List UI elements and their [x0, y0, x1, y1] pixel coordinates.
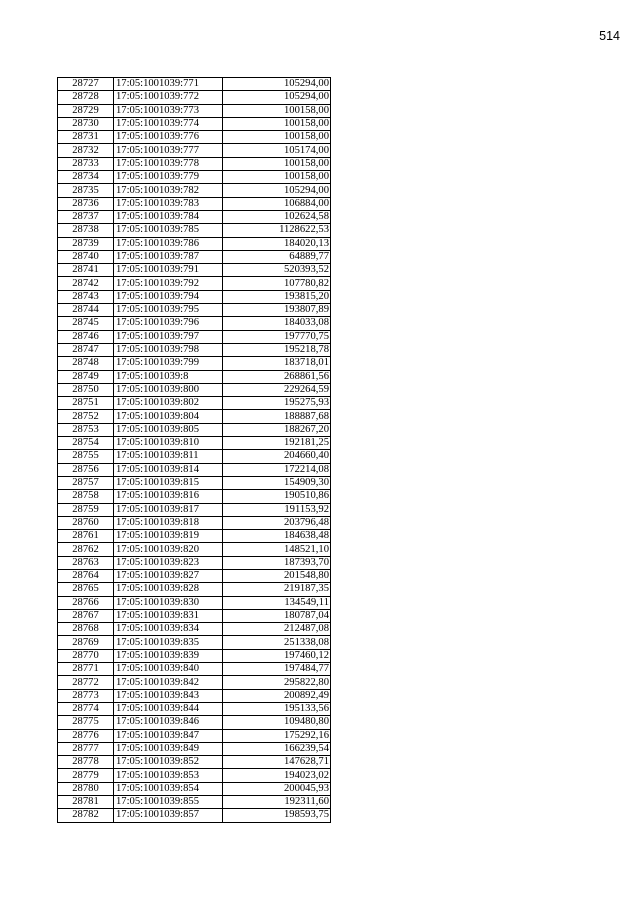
table-row	[58, 330, 331, 343]
cadastral-number-cell: 17:05:1001039:773	[114, 104, 223, 117]
value-cell: 195275,93	[223, 397, 331, 410]
table-row	[58, 264, 331, 277]
value-cell: 229264,59	[223, 383, 331, 396]
row-number-cell: 28756	[58, 463, 114, 476]
table-row	[58, 157, 331, 170]
cadastral-number-cell: 17:05:1001039:799	[114, 357, 223, 370]
value-cell: 175292,16	[223, 729, 331, 742]
row-number-cell: 28769	[58, 636, 114, 649]
value-cell: 183718,01	[223, 357, 331, 370]
row-number-cell: 28751	[58, 397, 114, 410]
row-number-cell: 28781	[58, 796, 114, 809]
table-row	[58, 756, 331, 769]
value-cell: 172214,08	[223, 463, 331, 476]
table-row	[58, 104, 331, 117]
table-row	[58, 782, 331, 795]
table-row	[58, 117, 331, 130]
value-cell: 107780,82	[223, 277, 331, 290]
table-row	[58, 663, 331, 676]
table-row	[58, 383, 331, 396]
row-number-cell: 28745	[58, 317, 114, 330]
value-cell: 184033,08	[223, 317, 331, 330]
value-cell: 148521,10	[223, 543, 331, 556]
value-cell: 251338,08	[223, 636, 331, 649]
cadastral-number-cell: 17:05:1001039:854	[114, 782, 223, 795]
row-number-cell: 28764	[58, 569, 114, 582]
table-row	[58, 569, 331, 582]
row-number-cell: 28738	[58, 224, 114, 237]
value-cell: 106884,00	[223, 197, 331, 210]
row-number-cell: 28749	[58, 370, 114, 383]
cadastral-number-cell: 17:05:1001039:828	[114, 583, 223, 596]
row-number-cell: 28732	[58, 144, 114, 157]
value-cell: 184638,48	[223, 530, 331, 543]
cadastral-number-cell: 17:05:1001039:802	[114, 397, 223, 410]
cadastral-number-cell: 17:05:1001039:835	[114, 636, 223, 649]
value-cell: 198593,75	[223, 809, 331, 822]
value-cell: 105294,00	[223, 91, 331, 104]
cadastral-number-cell: 17:05:1001039:785	[114, 224, 223, 237]
value-cell: 100158,00	[223, 131, 331, 144]
row-number-cell: 28755	[58, 450, 114, 463]
value-cell: 154909,30	[223, 476, 331, 489]
page-number: 514	[599, 29, 620, 43]
row-number-cell: 28735	[58, 184, 114, 197]
row-number-cell: 28777	[58, 742, 114, 755]
value-cell: 166239,54	[223, 742, 331, 755]
value-cell: 188267,20	[223, 423, 331, 436]
table-row	[58, 476, 331, 489]
table-row	[58, 343, 331, 356]
value-cell: 197484,77	[223, 663, 331, 676]
row-number-cell: 28762	[58, 543, 114, 556]
value-cell: 197770,75	[223, 330, 331, 343]
row-number-cell: 28761	[58, 530, 114, 543]
cadastral-number-cell: 17:05:1001039:797	[114, 330, 223, 343]
table-row	[58, 689, 331, 702]
cadastral-number-cell: 17:05:1001039:786	[114, 237, 223, 250]
row-number-cell: 28773	[58, 689, 114, 702]
table-row	[58, 410, 331, 423]
row-number-cell: 28734	[58, 171, 114, 184]
cadastral-number-cell: 17:05:1001039:823	[114, 556, 223, 569]
cadastral-number-cell: 17:05:1001039:810	[114, 437, 223, 450]
table-row	[58, 742, 331, 755]
row-number-cell: 28746	[58, 330, 114, 343]
table-body	[58, 78, 331, 823]
data-table	[57, 77, 331, 823]
row-number-cell: 28752	[58, 410, 114, 423]
row-number-cell: 28730	[58, 117, 114, 130]
value-cell: 219187,35	[223, 583, 331, 596]
value-cell: 105174,00	[223, 144, 331, 157]
row-number-cell: 28728	[58, 91, 114, 104]
table-row	[58, 131, 331, 144]
cadastral-number-cell: 17:05:1001039:800	[114, 383, 223, 396]
cadastral-number-cell: 17:05:1001039:840	[114, 663, 223, 676]
cadastral-number-cell: 17:05:1001039:783	[114, 197, 223, 210]
cadastral-number-cell: 17:05:1001039:834	[114, 623, 223, 636]
row-number-cell: 28779	[58, 769, 114, 782]
table-row	[58, 450, 331, 463]
value-cell: 200045,93	[223, 782, 331, 795]
value-cell: 268861,56	[223, 370, 331, 383]
row-number-cell: 28743	[58, 290, 114, 303]
value-cell: 105294,00	[223, 184, 331, 197]
table-row	[58, 503, 331, 516]
table-row	[58, 716, 331, 729]
row-number-cell: 28748	[58, 357, 114, 370]
table-row	[58, 437, 331, 450]
table-row	[58, 702, 331, 715]
cadastral-number-cell: 17:05:1001039:816	[114, 490, 223, 503]
table-row	[58, 796, 331, 809]
cadastral-number-cell: 17:05:1001039:811	[114, 450, 223, 463]
row-number-cell: 28744	[58, 304, 114, 317]
cadastral-number-cell: 17:05:1001039:855	[114, 796, 223, 809]
table-row	[58, 636, 331, 649]
table-row	[58, 277, 331, 290]
value-cell: 1128622,53	[223, 224, 331, 237]
cadastral-number-cell: 17:05:1001039:796	[114, 317, 223, 330]
cadastral-number-cell: 17:05:1001039:784	[114, 210, 223, 223]
table-row	[58, 184, 331, 197]
value-cell: 295822,80	[223, 676, 331, 689]
value-cell: 134549,11	[223, 596, 331, 609]
value-cell: 188887,68	[223, 410, 331, 423]
cadastral-number-cell: 17:05:1001039:831	[114, 609, 223, 622]
value-cell: 191153,92	[223, 503, 331, 516]
row-number-cell: 28775	[58, 716, 114, 729]
table-row	[58, 290, 331, 303]
cadastral-number-cell: 17:05:1001039:847	[114, 729, 223, 742]
table-row	[58, 397, 331, 410]
cadastral-number-cell: 17:05:1001039:772	[114, 91, 223, 104]
table-row	[58, 370, 331, 383]
cadastral-number-cell: 17:05:1001039:792	[114, 277, 223, 290]
value-cell: 184020,13	[223, 237, 331, 250]
cadastral-number-cell: 17:05:1001039:778	[114, 157, 223, 170]
row-number-cell: 28759	[58, 503, 114, 516]
cadastral-number-cell: 17:05:1001039:839	[114, 649, 223, 662]
table-row	[58, 543, 331, 556]
row-number-cell: 28739	[58, 237, 114, 250]
table-row	[58, 78, 331, 91]
row-number-cell: 28772	[58, 676, 114, 689]
row-number-cell: 28782	[58, 809, 114, 822]
cadastral-number-cell: 17:05:1001039:787	[114, 250, 223, 263]
cadastral-number-cell: 17:05:1001039:857	[114, 809, 223, 822]
cadastral-number-cell: 17:05:1001039:846	[114, 716, 223, 729]
row-number-cell: 28776	[58, 729, 114, 742]
table-row	[58, 556, 331, 569]
row-number-cell: 28737	[58, 210, 114, 223]
row-number-cell: 28750	[58, 383, 114, 396]
cadastral-number-cell: 17:05:1001039:782	[114, 184, 223, 197]
cadastral-number-cell: 17:05:1001039:771	[114, 78, 223, 91]
table-row	[58, 516, 331, 529]
row-number-cell: 28763	[58, 556, 114, 569]
row-number-cell: 28770	[58, 649, 114, 662]
value-cell: 200892,49	[223, 689, 331, 702]
cadastral-number-cell: 17:05:1001039:849	[114, 742, 223, 755]
cadastral-number-cell: 17:05:1001039:774	[114, 117, 223, 130]
value-cell: 64889,77	[223, 250, 331, 263]
cadastral-number-cell: 17:05:1001039:776	[114, 131, 223, 144]
cadastral-number-cell: 17:05:1001039:842	[114, 676, 223, 689]
cadastral-number-cell: 17:05:1001039:818	[114, 516, 223, 529]
value-cell: 105294,00	[223, 78, 331, 91]
table-row	[58, 171, 331, 184]
value-cell: 147628,71	[223, 756, 331, 769]
cadastral-number-cell: 17:05:1001039:805	[114, 423, 223, 436]
value-cell: 203796,48	[223, 516, 331, 529]
table-row	[58, 197, 331, 210]
table-row	[58, 144, 331, 157]
table-row	[58, 676, 331, 689]
value-cell: 193807,89	[223, 304, 331, 317]
row-number-cell: 28741	[58, 264, 114, 277]
value-cell: 180787,04	[223, 609, 331, 622]
value-cell: 109480,80	[223, 716, 331, 729]
table-row	[58, 250, 331, 263]
table-row	[58, 357, 331, 370]
table-row	[58, 317, 331, 330]
cadastral-number-cell: 17:05:1001039:819	[114, 530, 223, 543]
value-cell: 195133,56	[223, 702, 331, 715]
table-row	[58, 423, 331, 436]
row-number-cell: 28780	[58, 782, 114, 795]
row-number-cell: 28740	[58, 250, 114, 263]
row-number-cell: 28766	[58, 596, 114, 609]
table-row	[58, 530, 331, 543]
value-cell: 212487,08	[223, 623, 331, 636]
row-number-cell: 28729	[58, 104, 114, 117]
table-row	[58, 809, 331, 822]
row-number-cell: 28727	[58, 78, 114, 91]
value-cell: 197460,12	[223, 649, 331, 662]
table-row	[58, 623, 331, 636]
row-number-cell: 28768	[58, 623, 114, 636]
value-cell: 190510,86	[223, 490, 331, 503]
row-number-cell: 28774	[58, 702, 114, 715]
cadastral-number-cell: 17:05:1001039:794	[114, 290, 223, 303]
value-cell: 100158,00	[223, 157, 331, 170]
cadastral-number-cell: 17:05:1001039:852	[114, 756, 223, 769]
row-number-cell: 28760	[58, 516, 114, 529]
cadastral-number-cell: 17:05:1001039:777	[114, 144, 223, 157]
value-cell: 100158,00	[223, 104, 331, 117]
table-row	[58, 729, 331, 742]
value-cell: 201548,80	[223, 569, 331, 582]
value-cell: 102624,58	[223, 210, 331, 223]
table-row	[58, 304, 331, 317]
table-row	[58, 649, 331, 662]
row-number-cell: 28758	[58, 490, 114, 503]
table-row	[58, 490, 331, 503]
table-row	[58, 769, 331, 782]
table-row	[58, 609, 331, 622]
table-row	[58, 583, 331, 596]
value-cell: 192311,60	[223, 796, 331, 809]
cadastral-number-cell: 17:05:1001039:830	[114, 596, 223, 609]
row-number-cell: 28767	[58, 609, 114, 622]
cadastral-number-cell: 17:05:1001039:779	[114, 171, 223, 184]
cadastral-number-cell: 17:05:1001039:795	[114, 304, 223, 317]
row-number-cell: 28754	[58, 437, 114, 450]
row-number-cell: 28753	[58, 423, 114, 436]
value-cell: 193815,20	[223, 290, 331, 303]
cadastral-number-cell: 17:05:1001039:798	[114, 343, 223, 356]
cadastral-number-cell: 17:05:1001039:820	[114, 543, 223, 556]
cadastral-number-cell: 17:05:1001039:843	[114, 689, 223, 702]
table-row	[58, 224, 331, 237]
row-number-cell: 28733	[58, 157, 114, 170]
table-row	[58, 91, 331, 104]
cadastral-number-cell: 17:05:1001039:853	[114, 769, 223, 782]
table-row	[58, 210, 331, 223]
value-cell: 100158,00	[223, 171, 331, 184]
row-number-cell: 28731	[58, 131, 114, 144]
table-row	[58, 596, 331, 609]
row-number-cell: 28765	[58, 583, 114, 596]
value-cell: 187393,70	[223, 556, 331, 569]
value-cell: 100158,00	[223, 117, 331, 130]
cadastral-number-cell: 17:05:1001039:804	[114, 410, 223, 423]
cadastral-number-cell: 17:05:1001039:827	[114, 569, 223, 582]
row-number-cell: 28757	[58, 476, 114, 489]
value-cell: 195218,78	[223, 343, 331, 356]
cadastral-number-cell: 17:05:1001039:814	[114, 463, 223, 476]
cadastral-number-cell: 17:05:1001039:844	[114, 702, 223, 715]
row-number-cell: 28742	[58, 277, 114, 290]
row-number-cell: 28778	[58, 756, 114, 769]
cadastral-number-cell: 17:05:1001039:815	[114, 476, 223, 489]
value-cell: 204660,40	[223, 450, 331, 463]
row-number-cell: 28771	[58, 663, 114, 676]
cadastral-number-cell: 17:05:1001039:817	[114, 503, 223, 516]
value-cell: 520393,52	[223, 264, 331, 277]
value-cell: 194023,02	[223, 769, 331, 782]
row-number-cell: 28736	[58, 197, 114, 210]
row-number-cell: 28747	[58, 343, 114, 356]
cadastral-number-cell: 17:05:1001039:8	[114, 370, 223, 383]
table-row	[58, 237, 331, 250]
cadastral-number-cell: 17:05:1001039:791	[114, 264, 223, 277]
value-cell: 192181,25	[223, 437, 331, 450]
table-row	[58, 463, 331, 476]
